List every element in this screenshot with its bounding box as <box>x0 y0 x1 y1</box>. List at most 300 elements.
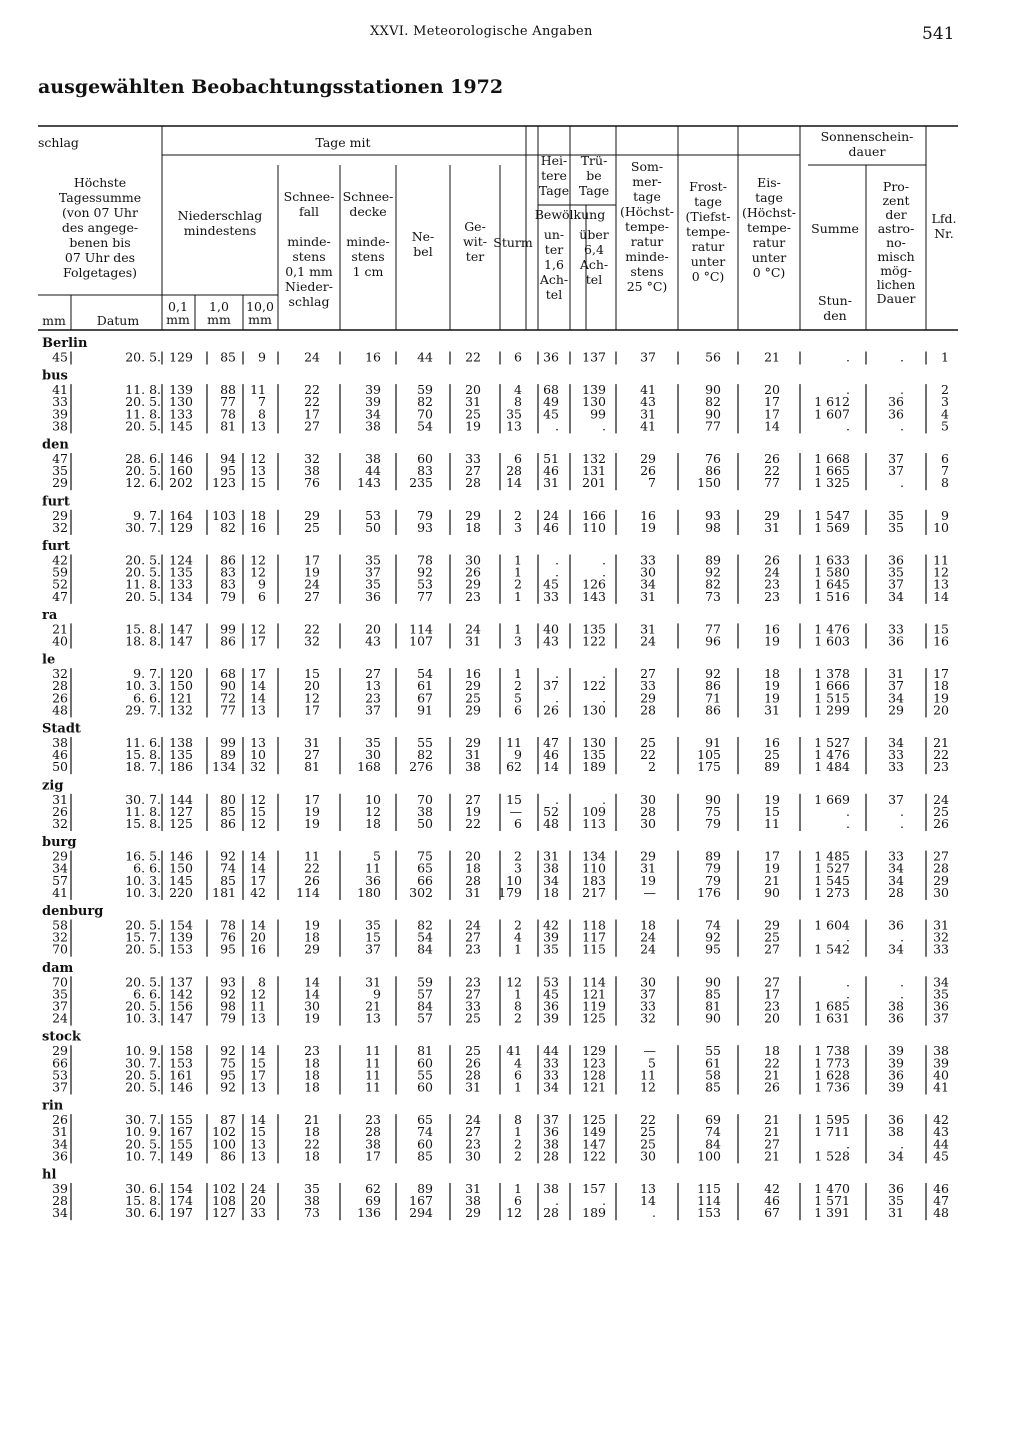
table-cell: 85 <box>705 986 721 1002</box>
table-cell: 14 <box>543 759 559 775</box>
table-cell: 23 <box>764 576 780 592</box>
table-cell: 27 <box>764 1136 780 1152</box>
table-cell: 12 <box>250 621 266 637</box>
table-cell: 17 <box>250 1067 266 1083</box>
table-cell: 29 <box>465 1205 481 1221</box>
table-cell: 28 <box>465 872 481 888</box>
table-cell: 38 <box>543 1181 559 1196</box>
table-cell: 86 <box>705 702 721 718</box>
table-cell: 92 <box>705 666 721 682</box>
header-schneedecke: stens <box>351 249 385 264</box>
table-cell: 29 <box>764 917 780 933</box>
table-cell: 42 <box>933 1112 949 1128</box>
table-cell: . <box>555 791 559 807</box>
table-cell: 28 <box>888 884 904 900</box>
table-cell: 85 <box>220 872 236 888</box>
table-cell: 79 <box>705 860 721 876</box>
table-cell: 20 <box>465 382 481 398</box>
table-cell: 25 <box>640 1124 656 1140</box>
table-cell: 40 <box>52 633 68 649</box>
header-unter: tel <box>545 287 563 302</box>
table-cell: 89 <box>764 759 780 775</box>
table-cell: 11 <box>365 1043 381 1059</box>
table-cell: 82 <box>220 519 236 535</box>
table-cell: 137 <box>169 974 193 990</box>
table-cell: 6 <box>514 816 522 831</box>
header-hoechste: 07 Uhr des <box>64 250 136 265</box>
table-cell: 39 <box>543 1010 559 1026</box>
table-cell: 62 <box>365 1181 381 1196</box>
table-cell: 139 <box>582 382 606 398</box>
table-cell: 84 <box>417 998 433 1014</box>
table-cell: 1 571 <box>814 1193 850 1209</box>
table-cell: 120 <box>169 666 193 682</box>
table-cell: 86 <box>705 463 721 479</box>
table-cell: 25 <box>465 690 481 706</box>
table-cell: 43 <box>543 633 559 649</box>
table-cell: 62 <box>506 759 522 775</box>
table-cell: 86 <box>705 678 721 694</box>
table-cell: 17 <box>250 666 266 682</box>
table-cell: 14 <box>933 588 949 604</box>
table-cell: 15. 8. <box>125 621 161 637</box>
table-cell: 164 <box>169 507 193 523</box>
table-cell: 10 <box>506 872 522 888</box>
table-cell: 18. 8. <box>125 633 161 649</box>
table-cell: 1 470 <box>814 1181 850 1196</box>
weather-table-svg <box>38 125 958 1340</box>
table-cell: 90 <box>705 1010 721 1026</box>
table-cell: 10. 9. <box>125 1043 161 1059</box>
table-cell: 38 <box>888 1124 904 1140</box>
table-cell: 135 <box>582 621 606 637</box>
table-cell: 122 <box>582 633 606 649</box>
table-cell: 19 <box>764 860 780 876</box>
table-cell: 153 <box>697 1205 721 1221</box>
table-cell: 74 <box>705 1124 721 1140</box>
table-cell: 16 <box>640 507 656 523</box>
table-cell: 52 <box>52 576 68 592</box>
table-cell: 42 <box>250 884 266 900</box>
table-cell: 54 <box>417 666 433 682</box>
table-cell: 38 <box>543 860 559 876</box>
table-cell: 37 <box>543 1112 559 1128</box>
table-cell: 84 <box>705 1136 721 1152</box>
table-cell: 14 <box>250 690 266 706</box>
table-cell: 118 <box>582 917 606 933</box>
table-cell: 103 <box>212 507 236 523</box>
table-cell: 60 <box>417 1079 433 1095</box>
table-cell: 26 <box>465 1055 481 1071</box>
table-cell: 3 <box>941 394 949 410</box>
table-cell: 32 <box>304 451 320 466</box>
table-cell: . <box>555 666 559 682</box>
table-cell: 145 <box>169 872 193 888</box>
table-cell: 93 <box>220 974 236 990</box>
header-prozent: Dauer <box>876 291 916 306</box>
table-cell: 71 <box>705 690 721 706</box>
table-cell: 1 527 <box>814 735 850 750</box>
table-cell: 132 <box>582 451 606 466</box>
station-name: burg <box>42 835 77 851</box>
table-cell: 11. 8. <box>125 406 161 422</box>
table-cell: 39 <box>888 1043 904 1059</box>
table-cell: 26 <box>304 872 320 888</box>
page-number: 541 <box>922 24 955 44</box>
table-cell: 55 <box>417 735 433 750</box>
table-cell: 35 <box>888 1193 904 1209</box>
table-cell: 1 527 <box>814 860 850 876</box>
header-unter: Ach- <box>539 272 569 287</box>
table-cell: — <box>643 884 656 900</box>
table-cell: 50 <box>417 816 433 831</box>
table-cell: 1 391 <box>814 1205 850 1221</box>
table-cell: 29 <box>640 690 656 706</box>
table-cell: 18 <box>304 1124 320 1140</box>
table-cell: . <box>652 1205 656 1221</box>
table-cell: 33 <box>888 848 904 864</box>
table-cell: 39 <box>888 1079 904 1095</box>
table-cell: 26 <box>543 702 559 718</box>
table-cell: 41 <box>640 418 656 434</box>
table-cell: 22 <box>304 1136 320 1152</box>
table-cell: . <box>555 418 559 434</box>
table-cell: 110 <box>582 519 606 535</box>
table-cell: 48 <box>52 702 68 718</box>
table-cell: 48 <box>933 1205 949 1221</box>
table-cell: 15 <box>365 929 381 945</box>
table-cell: 11 <box>764 816 780 831</box>
table-cell: 18 <box>640 917 656 933</box>
table-cell: 26 <box>52 803 68 819</box>
table-cell: 36 <box>888 394 904 410</box>
header-schneefall: Nieder- <box>285 279 333 294</box>
table-cell: 2 <box>514 507 522 523</box>
table-cell: 11 <box>250 382 266 398</box>
table-cell: 20. 5. <box>125 564 161 580</box>
table-cell: 1 545 <box>814 872 850 888</box>
table-cell: 1 580 <box>814 564 850 580</box>
table-cell: 37 <box>543 678 559 694</box>
table-cell: 36 <box>543 349 559 365</box>
table-cell: 82 <box>417 747 433 763</box>
table-cell: 29 <box>465 678 481 694</box>
table-cell: 31 <box>52 791 68 807</box>
table-cell: 27 <box>304 418 320 434</box>
table-cell: 38 <box>888 998 904 1014</box>
table-cell: 32 <box>52 519 68 535</box>
table-cell: 39 <box>52 1181 68 1196</box>
table-cell: 12 <box>250 552 266 568</box>
table-cell: 7 <box>648 475 656 491</box>
table-cell: 44 <box>365 463 381 479</box>
table-cell: 146 <box>169 848 193 864</box>
table-cell: 127 <box>169 803 193 819</box>
table-cell: 82 <box>705 576 721 592</box>
table-cell: 12 <box>640 1079 656 1095</box>
table-cell: 1 668 <box>814 451 850 466</box>
table-cell: 17 <box>304 702 320 718</box>
header-schneefall: Schnee- <box>283 189 335 204</box>
table-cell: 1 738 <box>814 1043 850 1059</box>
table-cell: 130 <box>582 394 606 410</box>
table-cell: 1 378 <box>814 666 850 682</box>
table-cell: 37 <box>640 349 656 365</box>
table-cell: 26 <box>640 463 656 479</box>
table-cell: 2 <box>514 1010 522 1026</box>
table-cell: 45 <box>543 986 559 1002</box>
table-cell: 27 <box>304 747 320 763</box>
table-cell: . <box>602 418 606 434</box>
table-cell: 147 <box>582 1136 606 1152</box>
table-cell: 12. 6. <box>125 475 161 491</box>
table-cell: 9 <box>258 576 266 592</box>
table-cell: 33 <box>888 747 904 763</box>
table-cell: 53 <box>417 576 433 592</box>
table-cell: 4 <box>514 382 522 398</box>
table-cell: — <box>509 803 522 819</box>
table-cell: 40 <box>543 621 559 637</box>
table-cell: 15 <box>764 803 780 819</box>
table-cell: . <box>602 552 606 568</box>
table-cell: 14 <box>764 418 780 434</box>
table-cell: 86 <box>220 1148 236 1164</box>
table-cell: 17 <box>764 986 780 1002</box>
table-cell: 11 <box>365 860 381 876</box>
table-cell: 34 <box>888 588 904 604</box>
table-cell: 35 <box>365 735 381 750</box>
table-cell: 26 <box>764 451 780 466</box>
header-n01: mm <box>166 312 190 327</box>
table-cell: 36 <box>888 1010 904 1026</box>
table-cell: 33 <box>543 588 559 604</box>
table-cell: 25 <box>465 406 481 422</box>
table-cell: 21 <box>764 1112 780 1128</box>
table-cell: 36 <box>365 588 381 604</box>
table-cell: 91 <box>417 702 433 718</box>
header-n100: mm <box>248 312 272 327</box>
table-cell: 201 <box>582 475 606 491</box>
table-cell: 84 <box>417 941 433 957</box>
station-name: Berlin <box>42 336 88 351</box>
station-name: ra <box>42 607 58 623</box>
station-name: bus <box>42 368 68 384</box>
table-cell: 27 <box>465 929 481 945</box>
table-cell: . <box>900 986 904 1002</box>
table-cell: 60 <box>417 1055 433 1071</box>
table-cell: 25 <box>465 1043 481 1059</box>
table-cell: 20 <box>365 621 381 637</box>
header-gewitter: Ge- <box>464 219 486 234</box>
table-cell: 46 <box>543 747 559 763</box>
table-cell: 117 <box>582 929 606 945</box>
table-cell: 27 <box>465 986 481 1002</box>
table-cell: 31 <box>465 1079 481 1095</box>
table-cell: 37 <box>640 986 656 1002</box>
table-cell: 235 <box>409 475 433 491</box>
table-cell: 47 <box>933 1193 949 1209</box>
table-cell: 14 <box>506 475 522 491</box>
table-cell: 42 <box>764 1181 780 1196</box>
header-sommertage: mer- <box>632 174 662 189</box>
table-cell: 77 <box>764 475 780 491</box>
table-cell: 74 <box>220 860 236 876</box>
table-cell: 22 <box>304 860 320 876</box>
table-cell: . <box>555 564 559 580</box>
table-cell: 70 <box>417 791 433 807</box>
table-cell: 16 <box>365 349 381 365</box>
table-cell: 186 <box>169 759 193 775</box>
table-cell: 137 <box>582 349 606 365</box>
table-cell: 18 <box>304 1079 320 1095</box>
table-cell: 34 <box>888 1148 904 1164</box>
header-n10: mm <box>207 312 231 327</box>
table-cell: 135 <box>169 747 193 763</box>
table-cell: 32 <box>52 816 68 831</box>
table-cell: 32 <box>52 666 68 682</box>
table-cell: 13 <box>250 1079 266 1095</box>
table-cell: 96 <box>705 633 721 649</box>
table-cell: 21 <box>764 1148 780 1164</box>
header-sonnenschein: Sonnenschein- <box>820 129 914 144</box>
table-cell: 69 <box>365 1193 381 1209</box>
table-cell: 29 <box>52 507 68 523</box>
table-cell: 27 <box>465 791 481 807</box>
table-cell: 16 <box>250 941 266 957</box>
table-cell: . <box>900 1136 904 1152</box>
table-cell: 90 <box>220 678 236 694</box>
table-cell: 86 <box>220 633 236 649</box>
table-cell: 9 <box>941 507 949 523</box>
table-cell: 30. 7. <box>125 1055 161 1071</box>
table-cell: 9 <box>514 747 522 763</box>
table-cell: 18 <box>304 929 320 945</box>
header-prozent: misch <box>877 249 915 264</box>
table-cell: 20. 5. <box>125 941 161 957</box>
table-cell: 166 <box>582 507 606 523</box>
table-cell: 1 736 <box>814 1079 850 1095</box>
table-cell: 38 <box>933 1043 949 1059</box>
table-cell: 25 <box>640 1136 656 1152</box>
header-datum: Datum <box>96 313 140 328</box>
table-cell: 122 <box>582 1148 606 1164</box>
table-cell: 74 <box>417 1124 433 1140</box>
table-cell: 19 <box>764 690 780 706</box>
table-cell: 31 <box>640 406 656 422</box>
header-eistage: tage <box>755 190 783 205</box>
table-cell: 2 <box>514 917 522 933</box>
table-cell: 12 <box>250 451 266 466</box>
table-cell: 1 569 <box>814 519 850 535</box>
table-cell: 23 <box>465 1136 481 1152</box>
table-cell: 15. 8. <box>125 747 161 763</box>
table-cell: 83 <box>220 576 236 592</box>
table-cell: 20. 5. <box>125 463 161 479</box>
table-cell: 35 <box>52 463 68 479</box>
station-name: zig <box>42 778 64 794</box>
table-cell: 6 <box>514 349 522 365</box>
table-cell: 30 <box>640 1148 656 1164</box>
header-n100: 10,0 <box>246 299 274 314</box>
table-cell: 54 <box>417 418 433 434</box>
table-cell: 1 603 <box>814 633 850 649</box>
table-cell: 43 <box>365 633 381 649</box>
table-cell: 17 <box>250 633 266 649</box>
header-sommertage: minde- <box>625 249 669 264</box>
header-lfd: Lfd. <box>931 211 957 226</box>
header-n10: 1,0 <box>209 299 229 314</box>
table-cell: 90 <box>764 884 780 900</box>
table-cell: 13 <box>250 418 266 434</box>
table-cell: 13 <box>640 1181 656 1196</box>
table-cell: 34 <box>52 1136 68 1152</box>
station-name: Stadt <box>42 721 81 737</box>
table-cell: 15 <box>250 475 266 491</box>
table-cell: 1 <box>514 941 522 957</box>
table-cell: 19 <box>304 1010 320 1026</box>
table-cell: 12 <box>250 564 266 580</box>
table-cell: 67 <box>417 690 433 706</box>
table-cell: 31 <box>465 1181 481 1196</box>
table-cell: 24 <box>640 929 656 945</box>
table-cell: 30. 7. <box>125 1112 161 1128</box>
table-cell: 18 <box>764 1043 780 1059</box>
table-cell: 20. 5. <box>125 552 161 568</box>
table-cell: 8 <box>514 394 522 410</box>
table-cell: 36 <box>888 1112 904 1128</box>
header-eistage: Eis- <box>757 175 781 190</box>
table-cell: 15. 8. <box>125 816 161 831</box>
table-cell: 150 <box>697 475 721 491</box>
table-cell: 13 <box>250 1136 266 1152</box>
header-frosttage: ratur <box>691 239 725 254</box>
header-schneefall: schlag <box>288 294 330 309</box>
table-cell: 76 <box>705 451 721 466</box>
table-cell: 92 <box>417 564 433 580</box>
table-cell: 33 <box>465 451 481 466</box>
table-cell: 17 <box>365 1148 381 1164</box>
table-cell: 11. 8. <box>125 803 161 819</box>
table-cell: 89 <box>705 848 721 864</box>
table-cell: 16 <box>933 633 949 649</box>
table-cell: 105 <box>697 747 721 763</box>
table-cell: 121 <box>169 690 193 706</box>
table-cell: 67 <box>764 1205 780 1221</box>
header-sommertage: Som- <box>630 159 664 174</box>
table-cell: 15 <box>250 803 266 819</box>
table-cell: 20 <box>764 1010 780 1026</box>
table-cell: . <box>900 475 904 491</box>
table-cell: 18 <box>764 666 780 682</box>
table-cell: 22 <box>764 1055 780 1071</box>
table-cell: 47 <box>543 735 559 750</box>
table-cell: 70 <box>52 941 68 957</box>
table-cell: 79 <box>705 872 721 888</box>
table-cell: 46 <box>52 747 68 763</box>
table-cell: 2 <box>514 848 522 864</box>
table-cell: 95 <box>705 941 721 957</box>
header-sommertage: ratur <box>630 234 664 249</box>
table-cell: 19 <box>764 678 780 694</box>
table-cell: 15 <box>250 1124 266 1140</box>
table-cell: 60 <box>417 1136 433 1152</box>
table-cell: 44 <box>417 349 433 365</box>
table-cell: 24 <box>52 1010 68 1026</box>
table-cell: 10 <box>365 791 381 807</box>
header-niederschlag: schlag <box>38 135 79 150</box>
table-cell: . <box>900 816 904 831</box>
table-cell: 294 <box>409 1205 433 1221</box>
